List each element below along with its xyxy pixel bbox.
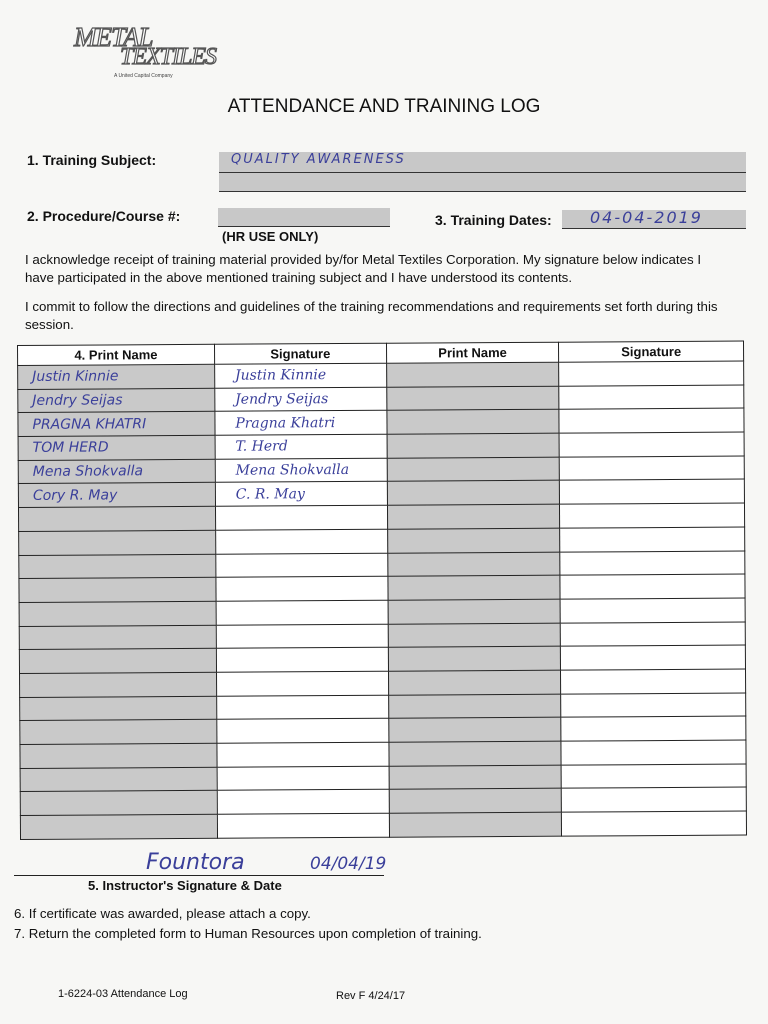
signature-cell[interactable] (217, 766, 389, 791)
procedure-course-label: 2. Procedure/Course #: (27, 208, 181, 224)
signature-value (218, 818, 238, 834)
print-name-cell[interactable] (19, 625, 216, 650)
print-name-cell[interactable] (18, 435, 215, 460)
signature-value: Jendry Seijas (235, 391, 329, 408)
print-name-cell[interactable] (20, 791, 217, 816)
signature-cell[interactable] (217, 719, 389, 744)
print-name-cell-right[interactable] (389, 741, 562, 766)
print-name-cell[interactable] (19, 649, 216, 674)
instruction-item: 7. Return the completed form to Human Resources upon completion of training. (14, 926, 482, 941)
print-name-cell-right[interactable] (387, 552, 560, 577)
signature-value (217, 700, 237, 716)
instructor-signature-date: 04/04/19 (310, 854, 387, 874)
signature-cell[interactable] (216, 695, 388, 720)
print-name-cell[interactable] (18, 459, 215, 484)
print-name-cell[interactable] (19, 530, 216, 555)
print-name-cell[interactable] (20, 696, 217, 721)
print-name-value (19, 582, 33, 598)
signature-cell-right[interactable] (561, 693, 746, 718)
print-name-cell-right[interactable] (389, 765, 562, 790)
print-name-cell-right[interactable] (388, 646, 561, 671)
signature-cell[interactable] (217, 742, 389, 767)
signature-cell[interactable] (215, 529, 387, 554)
print-name-value (21, 772, 35, 788)
training-subject-field[interactable] (219, 152, 746, 173)
column-header: 4. Print Name (18, 344, 215, 365)
print-name-value (19, 511, 33, 527)
instructor-signature-name: Fountora (146, 850, 245, 875)
print-name-value (20, 630, 34, 646)
print-name-cell-right[interactable] (388, 575, 561, 600)
print-name-cell-right[interactable] (388, 717, 561, 742)
training-subject-label: 1. Training Subject: (27, 152, 157, 168)
print-name-value: Justin Kinnie (32, 368, 119, 386)
print-name-value: PRAGNA KHATRI (32, 415, 147, 433)
print-name-value: TOM HERD (32, 439, 109, 457)
signature-value (217, 629, 237, 645)
page-title: ATTENDANCE AND TRAINING LOG (227, 96, 541, 117)
print-name-cell[interactable] (20, 767, 217, 792)
logo-line-1: METAL (74, 22, 153, 52)
print-name-value (20, 701, 34, 717)
signature-value (217, 676, 237, 692)
signature-value: C. R. May (235, 486, 305, 503)
signature-cell-right[interactable] (560, 479, 745, 504)
table-row (20, 811, 746, 839)
print-name-cell-right[interactable] (388, 670, 561, 695)
signature-value (218, 794, 238, 810)
signature-value: Justin Kinnie (234, 367, 327, 385)
signature-cell[interactable] (215, 505, 387, 530)
signature-value (217, 723, 237, 739)
signature-cell-right[interactable] (560, 503, 745, 528)
acknowledgement-paragraph: I acknowledge receipt of training material provided by/for Metal Textiles Corporation. My signature below indicates I have participated in the above mentioned training subject and I have understood its contents. (25, 252, 702, 285)
signature-cell-right[interactable] (561, 645, 746, 670)
print-name-value (20, 725, 34, 741)
signature-cell[interactable] (216, 671, 388, 696)
commitment-paragraph: I commit to follow the directions and guidelines of the training recommendations and requirements set forth during this session. (25, 299, 718, 332)
column-header: Print Name (386, 342, 559, 363)
signature-cell-right[interactable] (561, 669, 746, 694)
signature-value (217, 747, 237, 763)
logo-tagline: A United Capital Company (114, 73, 173, 79)
print-name-cell[interactable] (18, 506, 215, 531)
instructor-signature-line (14, 875, 384, 876)
signature-cell-right[interactable] (559, 408, 744, 433)
form-number: 1-6224-03 Attendance Log (58, 988, 188, 1000)
print-name-cell[interactable] (19, 577, 216, 602)
print-name-value: Jendry Seijas (32, 392, 123, 409)
print-name-cell-right[interactable] (387, 457, 560, 482)
signature-cell-right[interactable] (561, 740, 746, 765)
instructor-signature (142, 848, 392, 882)
signature-cell-right[interactable] (561, 622, 746, 647)
signature-value (216, 510, 236, 526)
signature-value: Pragna Khatri (235, 414, 336, 432)
signature-value: T. Herd (235, 438, 288, 456)
attendance-table (17, 341, 747, 840)
signature-cell-right[interactable] (559, 385, 744, 410)
print-name-cell-right[interactable] (386, 362, 559, 387)
column-header: Signature (214, 343, 386, 364)
signature-value (216, 605, 236, 621)
print-name-value (19, 559, 33, 575)
signature-cell[interactable] (217, 790, 389, 815)
print-name-value (20, 677, 34, 693)
print-name-cell-right[interactable] (389, 789, 562, 814)
print-name-value (20, 653, 34, 669)
print-name-value: Cory R. May (32, 487, 118, 504)
signature-cell[interactable] (215, 458, 387, 483)
instructor-signature-label: 5. Instructor's Signature & Date (88, 878, 282, 893)
print-name-cell-right[interactable] (387, 481, 560, 506)
print-name-cell[interactable] (19, 554, 216, 579)
print-name-cell-right[interactable] (388, 599, 561, 624)
signature-cell-right[interactable] (562, 787, 747, 812)
print-name-cell-right[interactable] (386, 386, 559, 411)
training-dates-label: 3. Training Dates: (435, 212, 552, 228)
signature-cell-right[interactable] (560, 551, 745, 576)
training-dates-value: 04-04-2019 (590, 208, 703, 227)
logo-line-2: TEXTILES (120, 44, 217, 70)
print-name-cell-right[interactable] (387, 504, 560, 529)
print-name-cell[interactable] (20, 814, 217, 839)
training-subject-value: QUALITY AWARENESS (231, 152, 406, 167)
attendance-table-body (18, 361, 747, 839)
print-name-cell-right[interactable] (387, 528, 560, 553)
print-name-cell[interactable] (18, 364, 215, 389)
print-name-value: Mena Shokvalla (32, 463, 144, 480)
signature-cell-right[interactable] (562, 811, 747, 836)
signature-cell-right[interactable] (560, 527, 745, 552)
signature-cell[interactable] (216, 553, 388, 578)
training-subject-field-line2[interactable] (219, 173, 746, 192)
print-name-value (21, 796, 35, 812)
print-name-cell[interactable] (18, 483, 215, 508)
signature-cell-right[interactable] (561, 716, 746, 741)
form-revision: Rev F 4/24/17 (336, 990, 406, 1002)
print-name-cell[interactable] (20, 720, 217, 745)
print-name-value (19, 535, 33, 551)
signature-cell[interactable] (217, 813, 389, 838)
instructions-list (14, 904, 482, 944)
instruction-item: 6. If certificate was awarded, please attach a copy. (14, 906, 311, 921)
signature-value (217, 652, 237, 668)
print-name-cell[interactable] (18, 388, 215, 413)
signature-cell[interactable] (215, 411, 387, 436)
print-name-cell[interactable] (19, 601, 216, 626)
print-name-cell[interactable] (20, 743, 217, 768)
signature-cell[interactable] (215, 434, 387, 459)
signature-value (217, 771, 237, 787)
print-name-cell-right[interactable] (387, 433, 560, 458)
signature-cell-right[interactable] (560, 574, 745, 599)
training-dates-field[interactable] (562, 210, 746, 229)
signature-cell[interactable] (216, 647, 388, 672)
company-logo (70, 22, 230, 82)
signature-cell-right[interactable] (561, 764, 746, 789)
print-name-value (20, 606, 34, 622)
signature-value: Mena Shokvalla (235, 462, 350, 479)
signature-cell-right[interactable] (559, 432, 744, 457)
signature-cell[interactable] (216, 600, 388, 625)
signature-value (216, 558, 236, 574)
signature-value (216, 534, 236, 550)
print-name-cell-right[interactable] (388, 623, 561, 648)
signature-value (216, 581, 236, 597)
print-name-cell-right[interactable] (389, 812, 562, 837)
signature-cell[interactable] (214, 363, 386, 388)
print-name-cell[interactable] (18, 412, 215, 437)
signature-cell-right[interactable] (559, 361, 744, 386)
signature-cell-right[interactable] (560, 598, 745, 623)
hr-use-only-note: (HR USE ONLY) (222, 229, 319, 244)
print-name-cell-right[interactable] (387, 410, 560, 435)
print-name-value (20, 748, 34, 764)
procedure-course-field[interactable] (218, 208, 390, 227)
column-header: Signature (559, 341, 744, 362)
signature-cell-right[interactable] (560, 456, 745, 481)
signature-cell[interactable] (215, 387, 387, 412)
signature-cell[interactable] (216, 624, 388, 649)
print-name-cell-right[interactable] (388, 694, 561, 719)
signature-cell[interactable] (215, 482, 387, 507)
print-name-cell[interactable] (20, 672, 217, 697)
print-name-value (21, 819, 35, 835)
signature-cell[interactable] (216, 576, 388, 601)
